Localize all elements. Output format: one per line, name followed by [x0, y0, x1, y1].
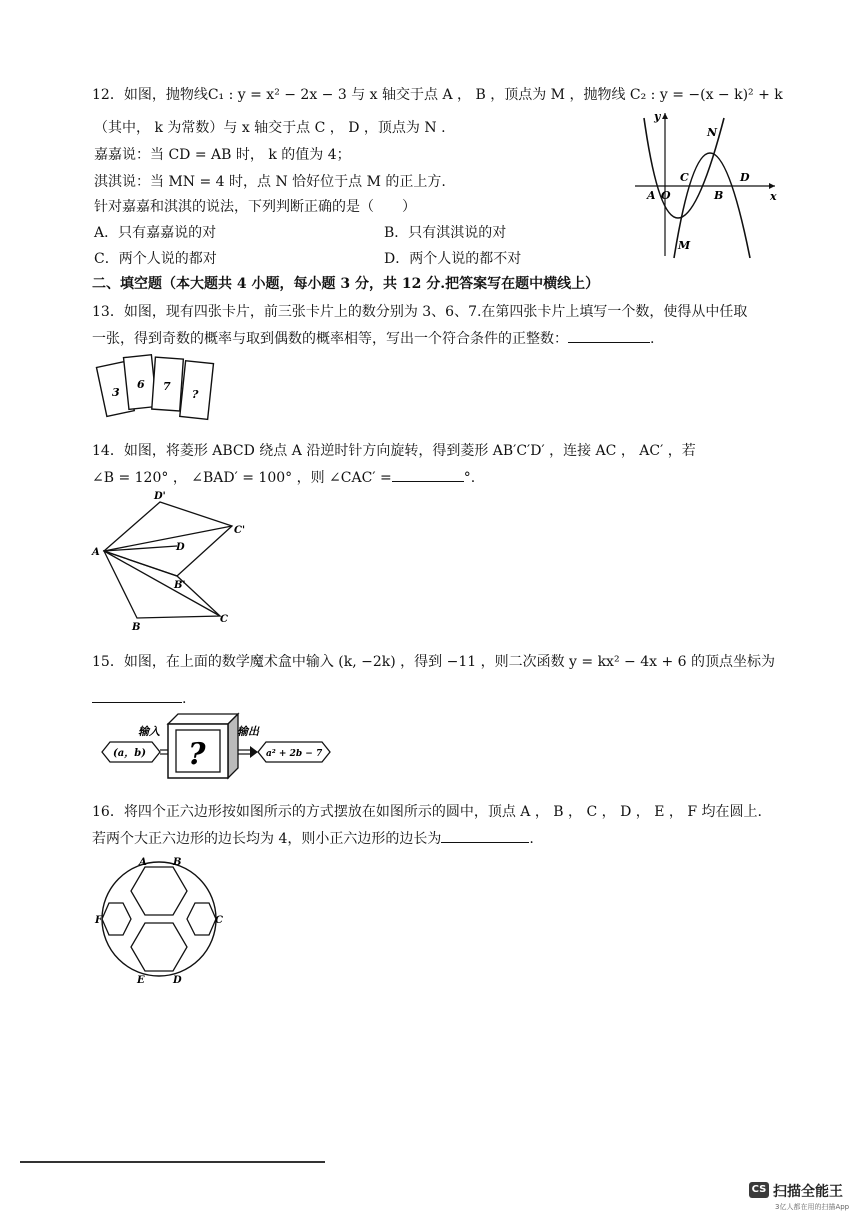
q12-fig-label-o: O — [661, 189, 671, 202]
q16-line2-text: 若两个大正六边形的边长均为 4，则小正六边形的边长为 — [92, 831, 442, 847]
q12-fig-label-b: B — [714, 189, 724, 202]
footer-rule — [20, 1161, 325, 1163]
q14-fig-label-c: C — [220, 614, 228, 625]
q14-line2-text: ∠B = 120° ， ∠BAD′ = 100° ，则 ∠CAC′ = — [92, 470, 392, 486]
q12-fig-label-c: C — [680, 171, 689, 184]
q15-output-value: a² + 2b − 7 — [266, 749, 323, 759]
q14-fig-label-c1: C' — [234, 525, 246, 536]
q15-input-label: 输入 — [138, 725, 160, 738]
camscanner-tagline: 3亿人都在用的扫描App — [775, 1203, 850, 1211]
q12-line4: 淇淇说：当 MN = 4 时，点 N 恰好位于点 M 的正上方. — [94, 174, 446, 190]
q15-magic-box-figure — [100, 710, 340, 785]
card-3-value: 7 — [163, 380, 171, 393]
q14-fig-label-b1: B' — [174, 580, 186, 591]
q15-output-label: 输出 — [237, 725, 259, 738]
q13-answer-blank — [568, 328, 650, 343]
q12-fig-label-a: A — [647, 189, 656, 202]
camscanner-logo-icon: CS — [749, 1182, 769, 1198]
camscanner-name: 扫描全能王 — [773, 1184, 843, 1200]
q16-hexagon-circle-figure — [95, 855, 230, 990]
q15-answer-blank — [92, 688, 182, 703]
q12-parabola-figure — [630, 108, 780, 258]
q12-option-d: D．两个人说的都不对 — [384, 251, 522, 267]
q12-fig-label-n: N — [707, 126, 718, 139]
q15-end: . — [182, 691, 187, 707]
q13-line2-text: 一张，得到奇数的概率与取到偶数的概率相等，写出一个符合条件的正整数： — [92, 331, 568, 347]
q16-fig-label-c: C — [215, 915, 223, 926]
q16-fig-label-a: A — [139, 857, 147, 868]
q12-line2: （其中， k 为常数）与 x 轴交于点 C ， D ，顶点为 N . — [94, 120, 446, 136]
q13-line1: 13．如图，现有四张卡片，前三张卡片上的数分别为 3、6、7.在第四张卡片上填写一个数，使得从中任取 — [92, 304, 748, 320]
q12-fig-label-x: x — [770, 190, 777, 203]
q16-line1: 16．将四个正六边形按如图所示的方式摆放在如图所示的圆中，顶点 A ， B ， C ， D ， E ， F 均在圆上. — [92, 804, 762, 820]
card-1-value: 3 — [112, 386, 120, 399]
q15-line1: 15．如图，在上面的数学魔术盒中输入 (k, −2k) ，得到 −11 ，则二次函数 y = kx² − 4x + 6 的顶点坐标为 — [92, 654, 775, 670]
q12-option-a: A．只有嘉嘉说的对 — [94, 225, 217, 241]
q14-rhombus-figure — [92, 488, 252, 633]
q15-line2 — [92, 688, 186, 707]
q15-input-value: (a，b) — [113, 748, 146, 759]
q14-line2 — [92, 467, 475, 487]
q13-cards-figure — [96, 352, 221, 432]
q14-fig-label-b: B — [132, 622, 141, 633]
q16-answer-blank — [441, 828, 529, 843]
q14-fig-label-d1: D' — [154, 491, 166, 502]
q12-option-c: C．两个人说的都对 — [94, 251, 217, 267]
q12-line1: 12．如图，抛物线C₁ : y = x² − 2x − 3 与 x 轴交于点 A ， B ，顶点为 M ，抛物线 C₂ : y = −(x − k)² + k — [92, 87, 783, 103]
q14-fig-label-a: A — [92, 547, 100, 558]
q12-fig-label-m: M — [678, 239, 691, 252]
section-heading: 二、填空题（本大题共 4 小题，每小题 3 分，共 12 分.把答案写在题中横线上） — [92, 276, 600, 292]
q16-line2 — [92, 828, 534, 848]
q16-fig-label-e: E — [137, 975, 145, 986]
q14-line1: 14．如图，将菱形 ABCD 绕点 A 沿逆时针方向旋转，得到菱形 AB′C′D′ ，连接 AC ， AC′ ，若 — [92, 443, 696, 459]
q16-fig-label-b: B — [173, 857, 182, 868]
q12-line5: 针对嘉嘉和淇淇的说法，下列判断正确的是（ ） — [94, 199, 416, 215]
card-2-value: 6 — [137, 378, 145, 391]
q14-answer-blank — [392, 467, 464, 482]
card-4-value: ? — [192, 388, 199, 401]
q12-fig-label-y: y — [654, 110, 661, 123]
q12-line3: 嘉嘉说：当 CD = AB 时， k 的值为 4； — [94, 147, 351, 163]
q12-fig-label-d: D — [740, 171, 750, 184]
q16-fig-label-d: D — [173, 975, 182, 986]
q14-fig-label-d: D — [176, 542, 185, 553]
q16-fig-label-f: F — [95, 915, 103, 926]
q16-end: . — [529, 831, 534, 847]
q13-end: . — [650, 331, 655, 347]
q15-box-question: ? — [188, 737, 206, 772]
q13-line2 — [92, 328, 654, 348]
q12-option-b: B．只有淇淇说的对 — [384, 225, 507, 241]
q14-end: °. — [463, 470, 476, 486]
